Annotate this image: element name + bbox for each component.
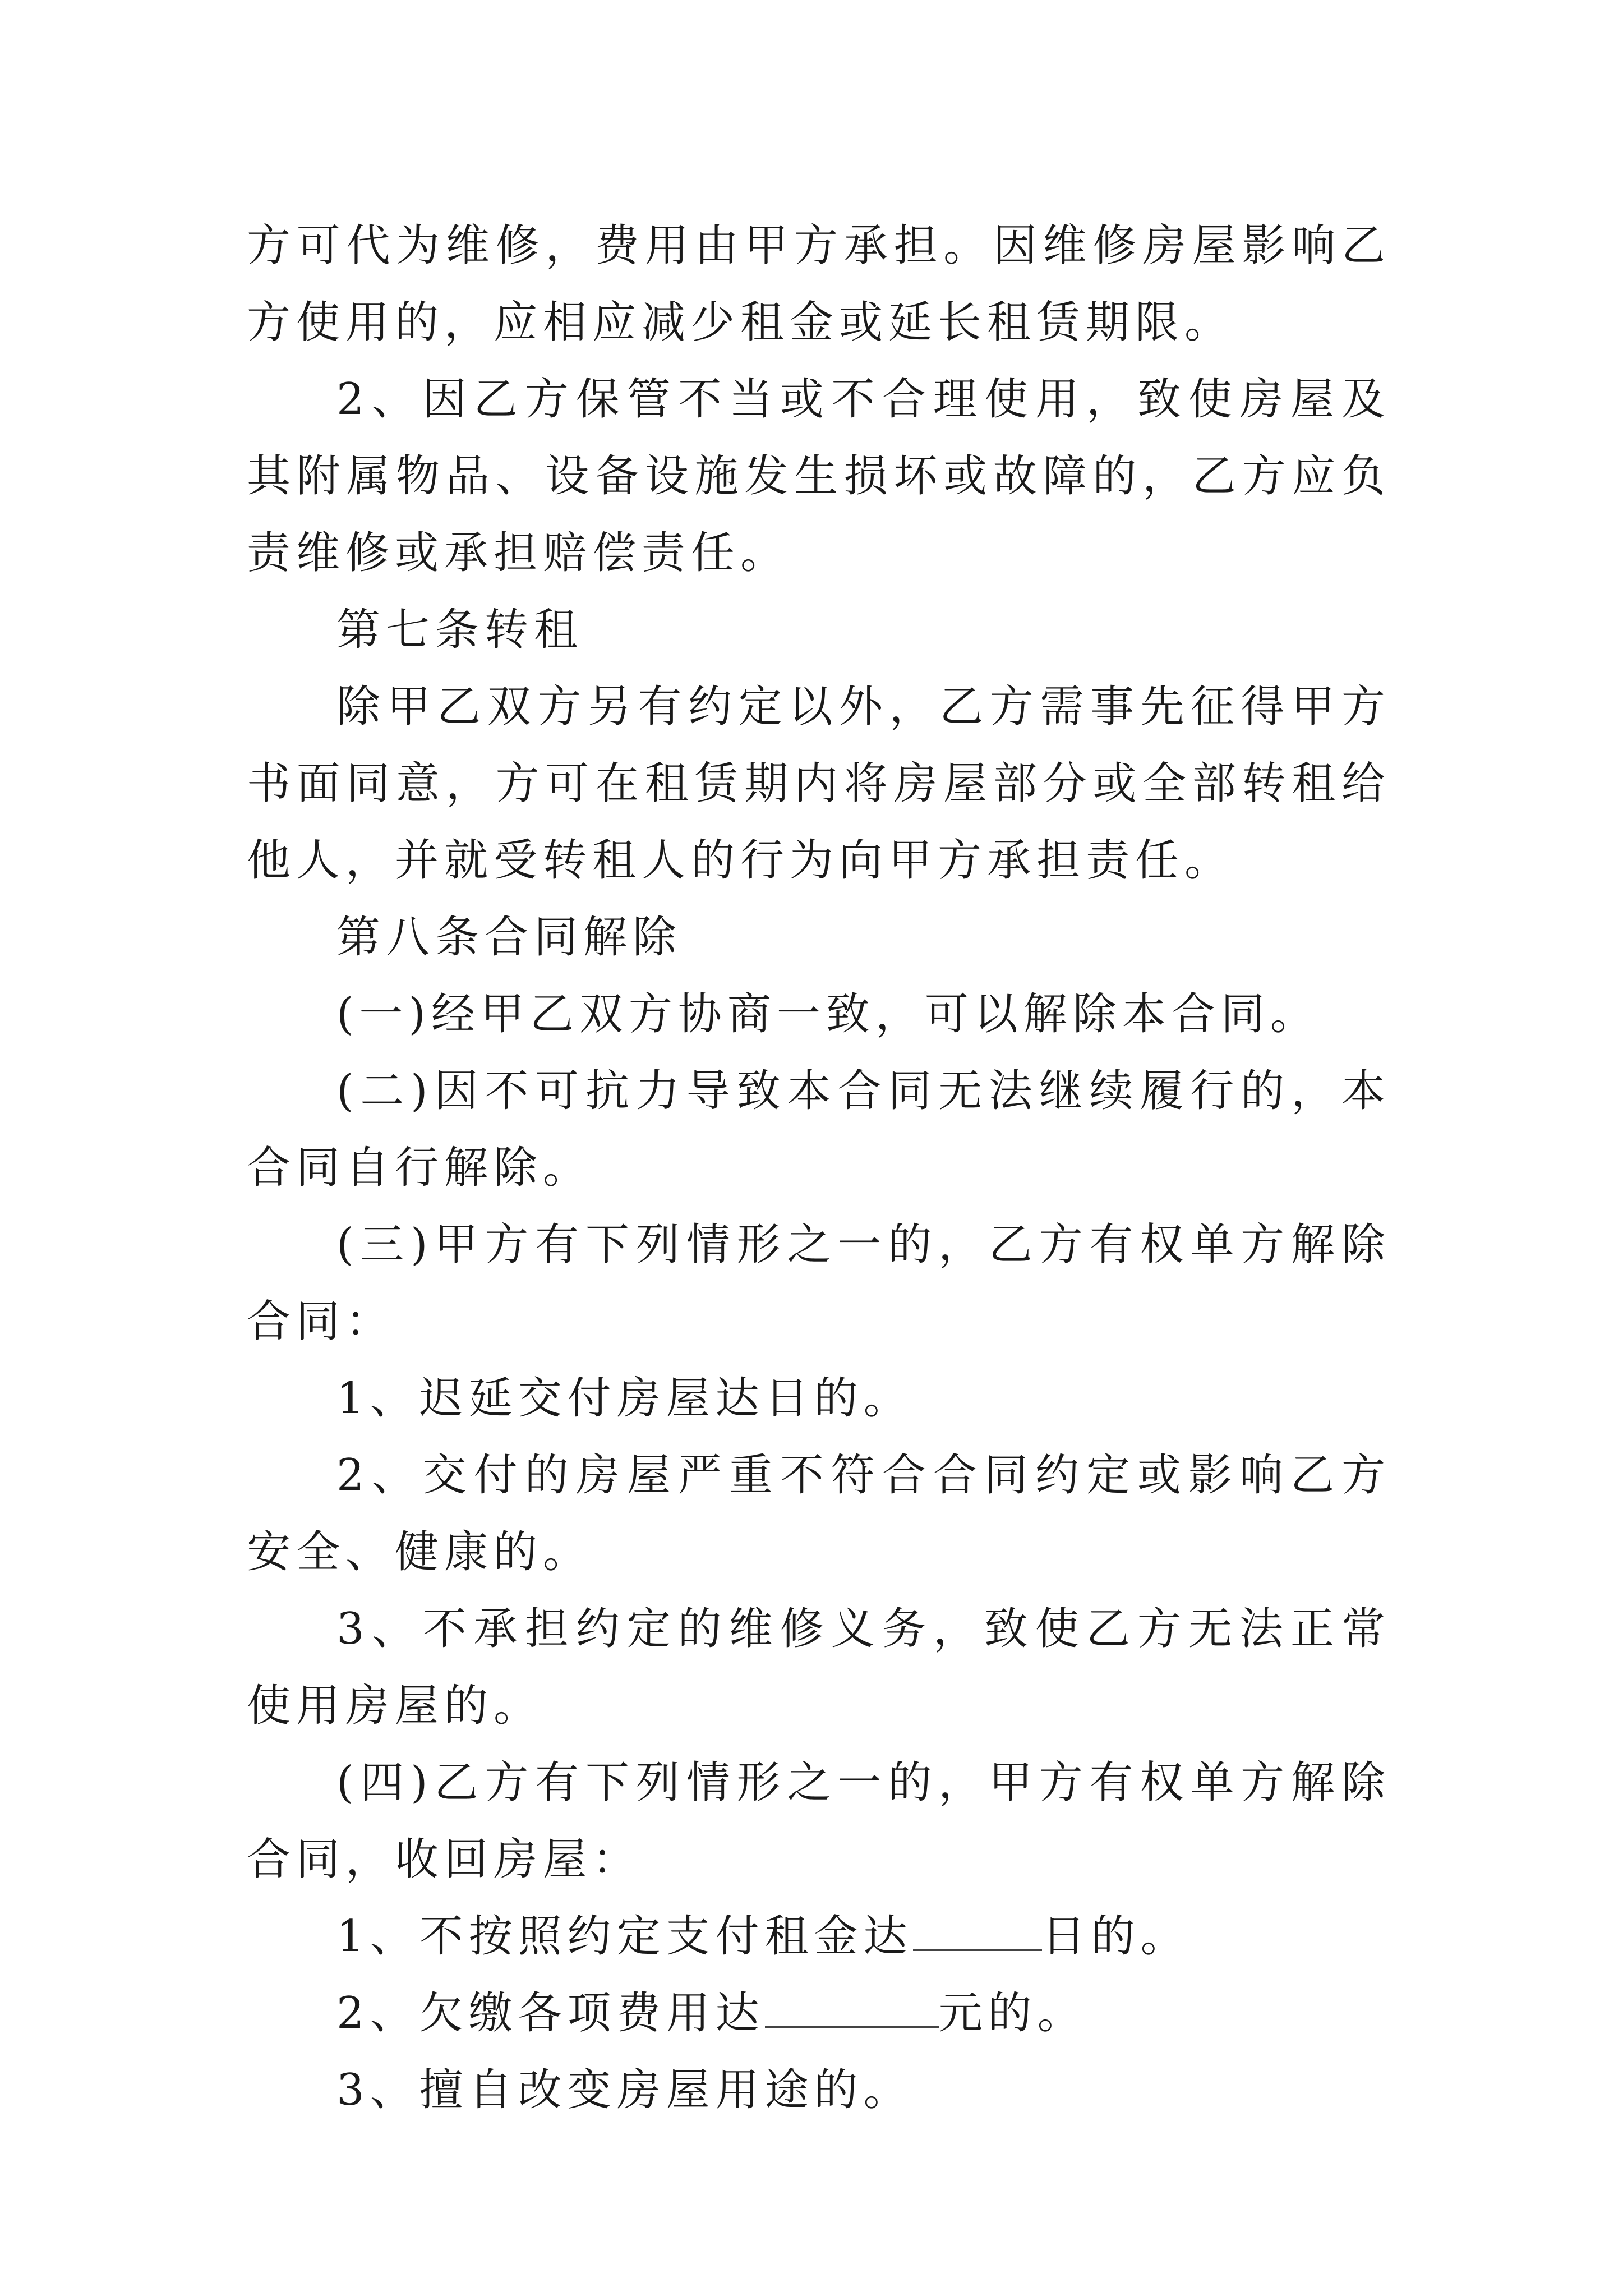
paragraph-lessor-termination-rights: (四)乙方有下列情形之一的，甲方有权单方解除合同，收回房屋： (247, 1757, 1391, 1885)
paragraph-repair-continued: 方可代为维修，费用由甲方承担。因维修房屋影响乙方使用的，应相应减少租金或延长租赁期限。 (247, 220, 1391, 348)
list-item-no-repair: 3、不承担约定的维修义务，致使乙方无法正常使用房屋的。 (247, 1604, 1391, 1731)
paragraph-sublease-terms: 除甲乙双方另有约定以外，乙方需事先征得甲方书面同意，方可在租赁期内将房屋部分或全部转租给他人，并就受转租人的行为向甲方承担责任。 (247, 682, 1391, 886)
heading-article-8-termination: 第八条合同解除 (336, 912, 683, 963)
paragraph-termination-mutual: (一)经甲乙双方协商一致，可以解除本合同。 (336, 989, 1320, 1039)
document-body (247, 208, 1391, 2129)
list-item-nonconforming-house: 2、交付的房屋严重不符合合同约定或影响乙方安全、健康的。 (247, 1450, 1391, 1577)
list-item-change-use: 3、擅自改变房屋用途的。 (336, 2065, 913, 2115)
unpaid-rent-days-blank (913, 1910, 1042, 1951)
unpaid-rent-text-before: 1、不按照约定支付租金达 (336, 1911, 913, 1962)
unpaid-fees-text-before: 2、欠缴各项费用达 (336, 1988, 765, 2039)
unpaid-rent-text-after: 日的。 (1041, 1911, 1190, 1962)
unpaid-fees-amount-blank (765, 1987, 939, 2028)
list-item-unpaid-fees (247, 1975, 1391, 2052)
paragraph-termination-force-majeure: (二)因不可抗力导致本合同无法继续履行的，本合同自行解除。 (247, 1066, 1391, 1193)
list-item-unpaid-rent (247, 1898, 1391, 1975)
paragraph-damage-liability: 2、因乙方保管不当或不合理使用，致使房屋及其附属物品、设备设施发生损坏或故障的，乙方应负责维修或承担赔偿责任。 (247, 374, 1391, 578)
paragraph-lessee-termination-rights: (三)甲方有下列情形之一的，乙方有权单方解除合同： (247, 1220, 1391, 1347)
heading-article-7-sublease: 第七条转租 (336, 605, 584, 655)
unpaid-fees-text-after: 元的。 (938, 1988, 1087, 2039)
list-item-delayed-delivery: 1、迟延交付房屋达日的。 (336, 1373, 913, 1424)
